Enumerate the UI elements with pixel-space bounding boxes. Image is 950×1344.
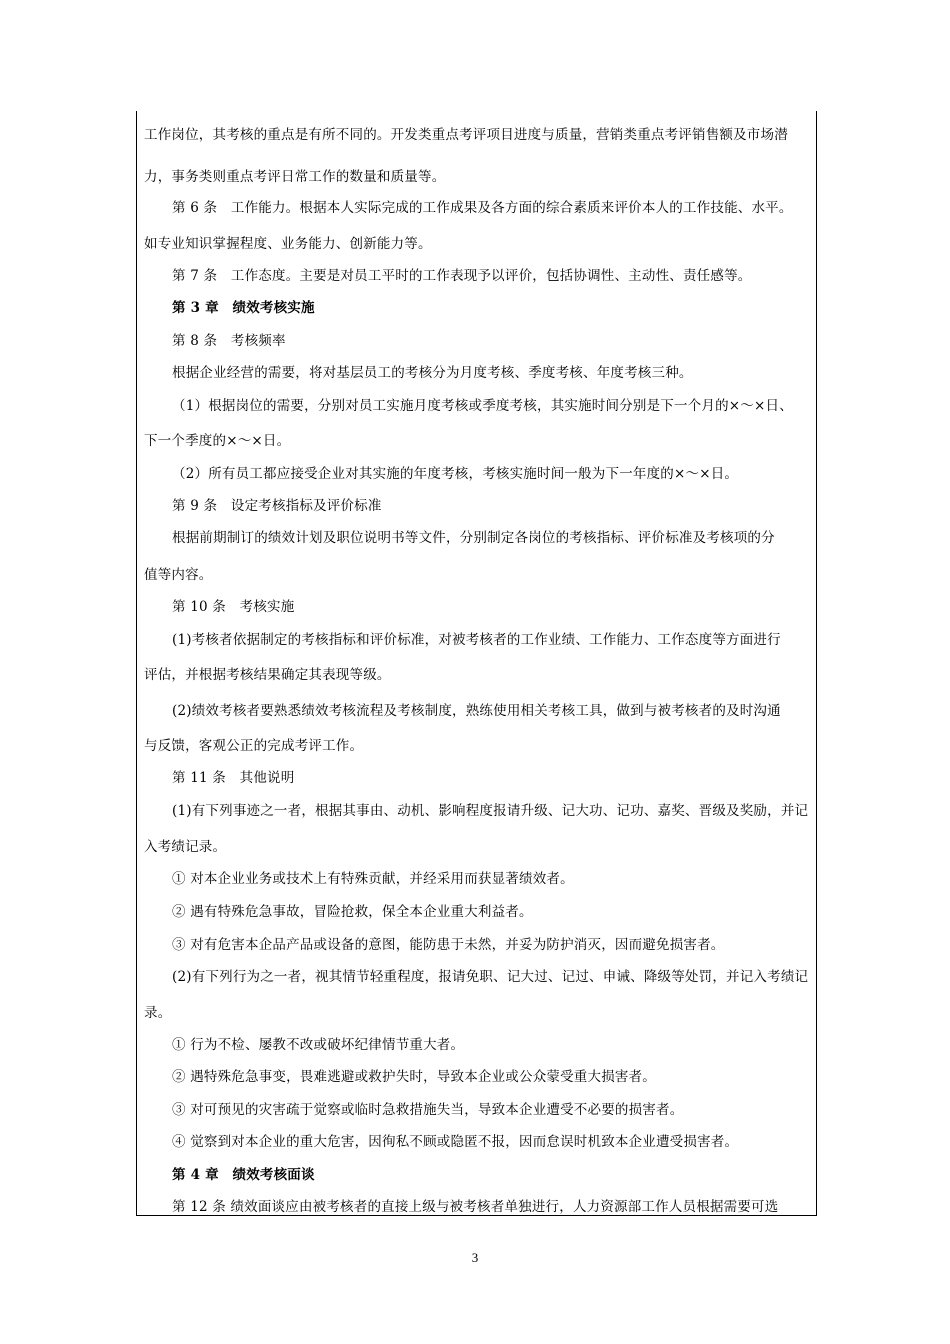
text-line: 根据前期制订的绩效计划及职位说明书等文件，分别制定各岗位的考核指标、评价标准及考核项的分: [172, 530, 775, 546]
text-line: ① 对本企业业务或技术上有特殊贡献，并经采用而获显著绩效者。: [172, 871, 574, 887]
text-line: 第 11 条 其他说明: [172, 770, 295, 786]
text-line: ③ 对有危害本企品产品或设备的意图，能防患于未然，并妥为防护消灭，因而避免损害者。: [172, 937, 725, 953]
text-line: （1）根据岗位的需要，分别对员工实施月度考核或季度考核，其实施时间分别是下一个月的×～×日、: [172, 398, 793, 414]
chapter-heading: 第 4 章 绩效考核面谈: [172, 1167, 315, 1183]
text-line: 入考绩记录。: [144, 839, 227, 855]
chapter-heading: 第 3 章 绩效考核实施: [172, 300, 315, 316]
text-line: 如专业知识掌握程度、业务能力、创新能力等。: [144, 236, 432, 252]
text-line: ③ 对可预见的灾害疏于觉察或临时急救措施失当，导致本企业遭受不必要的损害者。: [172, 1102, 684, 1118]
text-line: 根据企业经营的需要，将对基层员工的考核分为月度考核、季度考核、年度考核三种。: [172, 365, 693, 381]
text-line: (2)有下列行为之一者，视其情节轻重程度，报请免职、记大过、记过、申诫、降级等处罚，并记入考绩记: [172, 969, 809, 985]
text-line: 第 10 条 考核实施: [172, 599, 295, 615]
text-line: ① 行为不检、屡教不改或破坏纪律情节重大者。: [172, 1037, 465, 1053]
text-line: 第 8 条 考核频率: [172, 333, 286, 349]
page-number: 3: [471, 1250, 479, 1265]
text-line: 第 12 条 绩效面谈应由被考核者的直接上级与被考核者单独进行，人力资源部工作人员根据需要可选: [172, 1199, 779, 1215]
text-line: 第 9 条 设定考核指标及评价标准: [172, 498, 382, 514]
text-line: (1)考核者依据制定的考核指标和评价标准，对被考核者的工作业绩、工作能力、工作态度等方面进行: [172, 632, 781, 648]
text-line: ④ 觉察到对本企业的重大危害，因徇私不顾或隐匿不报，因而怠误时机致本企业遭受损害者。: [172, 1134, 739, 1150]
text-line: 第 7 条 工作态度。主要是对员工平时的工作表现予以评价，包括协调性、主动性、责任感等。: [172, 268, 752, 284]
text-line: 值等内容。: [144, 567, 213, 583]
text-line: 力，事务类则重点考评日常工作的数量和质量等。: [144, 169, 446, 185]
text-line: ② 遇有特殊危急事故，冒险抢救，保全本企业重大利益者。: [172, 904, 533, 920]
text-line: ② 遇特殊危急事变，畏难逃避或救护失时，导致本企业或公众蒙受重大损害者。: [172, 1069, 656, 1085]
text-line: 工作岗位，其考核的重点是有所不同的。开发类重点考评项目进度与质量，营销类重点考评销售额及市场潜: [144, 127, 788, 143]
text-line: (2)绩效考核者要熟悉绩效考核流程及考核制度，熟练使用相关考核工具，做到与被考核者的及时沟通: [172, 703, 781, 719]
text-line: (1)有下列事迹之一者，根据其事由、动机、影响程度报请升级、记大功、记功、嘉奖、晋级及奖励，并记: [172, 803, 809, 819]
text-line: 下一个季度的×～×日。: [144, 433, 291, 449]
text-line: 录。: [144, 1005, 172, 1021]
text-line: 评估，并根据考核结果确定其表现等级。: [144, 667, 391, 683]
text-line: （2）所有员工都应接受企业对其实施的年度考核，考核实施时间一般为下一年度的×～×日。: [172, 466, 739, 482]
text-line: 第 6 条 工作能力。根据本人实际完成的工作成果及各方面的综合素质来评价本人的工作技能、水平。: [172, 200, 793, 216]
text-line: 与反馈，客观公正的完成考评工作。: [144, 738, 364, 754]
